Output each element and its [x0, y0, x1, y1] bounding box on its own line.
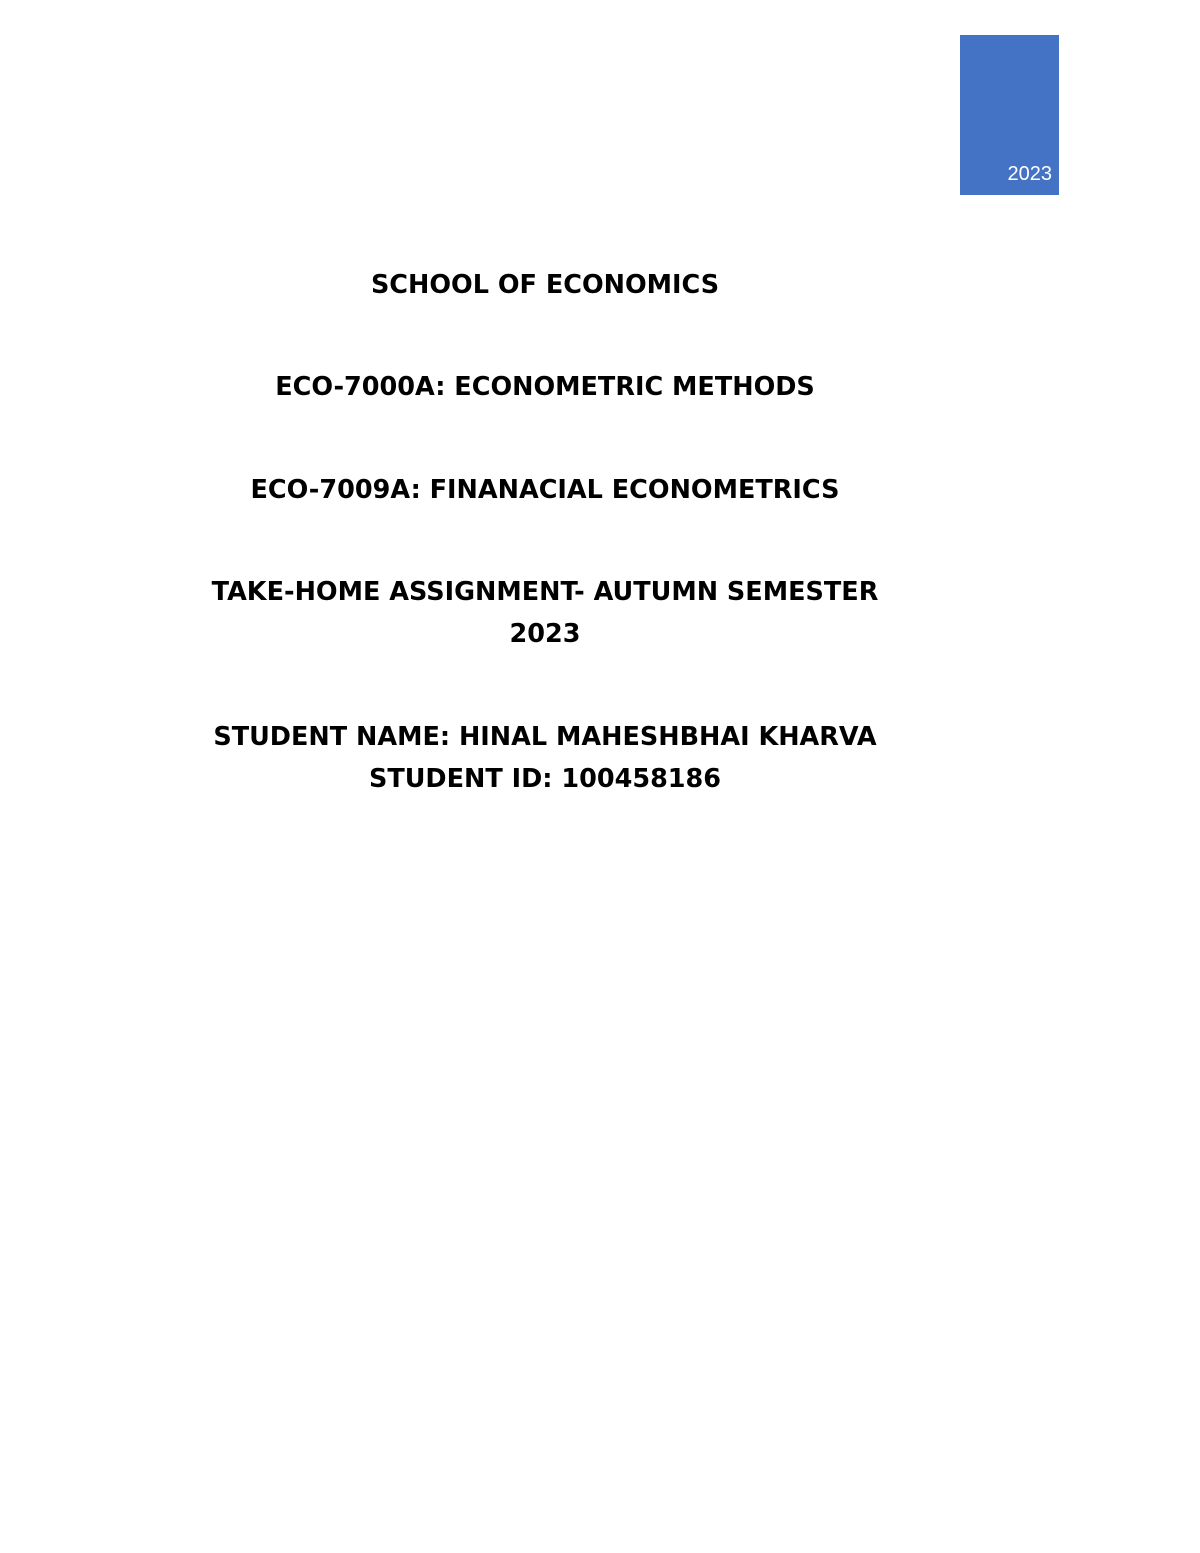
year-tab-label: 2023 — [1007, 163, 1052, 185]
school-title: SCHOOL OF ECONOMICS — [370, 270, 720, 300]
assignment-year: 2023 — [509, 619, 581, 649]
assignment-title: TAKE-HOME ASSIGNMENT- AUTUMN SEMESTER — [211, 577, 879, 607]
year-tab — [960, 35, 1059, 195]
student-name: STUDENT NAME: HINAL MAHESHBHAI KHARVA — [213, 722, 877, 752]
student-id: STUDENT ID: 100458186 — [368, 764, 722, 794]
course-title-financial-econometrics: ECO-7009A: FINANACIAL ECONOMETRICS — [250, 475, 840, 505]
course-title-econometric-methods: ECO-7000A: ECONOMETRIC METHODS — [275, 372, 815, 402]
